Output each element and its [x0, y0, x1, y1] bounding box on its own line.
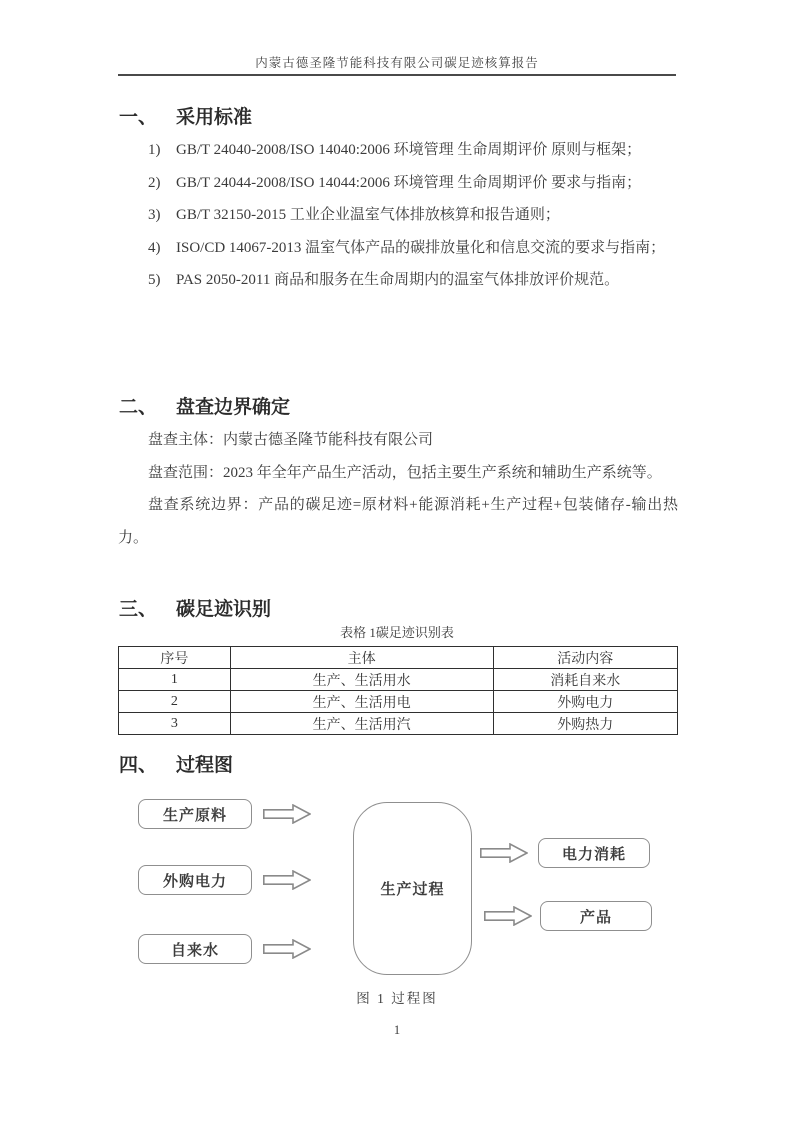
section-title: 采用标准	[176, 107, 253, 128]
section-title: 碳足迹识别	[176, 599, 272, 620]
list-item	[118, 232, 678, 265]
flow-arrow-icon	[480, 843, 528, 863]
flow-arrow-icon	[484, 906, 532, 926]
paragraph-scope: 盘查范围：2023 年全年产品生产活动，包括主要生产系统和辅助生产系统等。	[148, 464, 662, 481]
cell-subject: 生产、生活用汽	[230, 713, 493, 735]
diagram-box-electricity-consumption: 电力消耗	[538, 838, 650, 868]
section-heading-boundary	[119, 392, 290, 419]
table-row	[119, 669, 678, 691]
process-flow-diagram	[118, 794, 678, 984]
col-header-activity: 活动内容	[493, 647, 677, 669]
list-item-number: 5)	[148, 272, 161, 288]
col-header-index: 序号	[119, 647, 231, 669]
boundary-paragraphs	[118, 424, 678, 554]
diagram-box-tap-water: 自来水	[138, 934, 252, 964]
section-number: 四、	[119, 755, 158, 776]
table-row	[119, 713, 678, 735]
diagram-box-product: 产品	[540, 901, 652, 931]
footprint-table	[118, 646, 678, 735]
list-item	[118, 167, 678, 200]
cell-index: 1	[119, 669, 231, 691]
cell-activity: 外购电力	[493, 691, 677, 713]
cell-subject: 生产、生活用电	[230, 691, 493, 713]
table-row	[119, 691, 678, 713]
running-header: 内蒙古德圣隆节能科技有限公司碳足迹核算报告	[255, 56, 539, 70]
list-item-text: PAS 2050-2011 商品和服务在生命周期内的温室气体排放评价规范。	[176, 272, 620, 288]
page-number: 1	[393, 1023, 401, 1037]
section-heading-standards	[119, 102, 252, 129]
table-caption: 表格 1碳足迹识别表	[340, 625, 454, 640]
list-item-number: 1)	[148, 142, 161, 158]
table-header-row	[119, 647, 678, 669]
standards-list	[118, 134, 678, 297]
diagram-box-production-process: 生产过程	[353, 802, 472, 975]
section-number: 一、	[119, 107, 158, 128]
section-heading-identification	[119, 594, 271, 621]
list-item-number: 3)	[148, 207, 161, 223]
list-item	[118, 134, 678, 167]
col-header-subject: 主体	[230, 647, 493, 669]
list-item-text: ISO/CD 14067-2013 温室气体产品的碳排放量化和信息交流的要求与指南；	[176, 239, 666, 256]
header-rule	[118, 74, 676, 76]
diagram-box-raw-materials: 生产原料	[138, 799, 252, 829]
paragraph-subject: 盘查主体：内蒙古德圣隆节能科技有限公司	[148, 432, 434, 448]
section-number: 二、	[119, 397, 158, 418]
list-item-text: GB/T 32150-2015 工业企业温室气体排放核算和报告通则；	[176, 207, 560, 223]
list-item-number: 2)	[148, 174, 161, 191]
section-number: 三、	[119, 599, 158, 620]
list-item-text: GB/T 24044-2008/ISO 14044:2006 环境管理 生命周期评价 要求与指南；	[176, 174, 642, 191]
list-item-text: GB/T 24040-2008/ISO 14040:2006 环境管理 生命周期评价 原则与框架；	[176, 142, 642, 158]
flow-arrow-icon	[263, 804, 311, 824]
cell-subject: 生产、生活用水	[230, 669, 493, 691]
list-item	[118, 264, 678, 297]
list-item	[118, 199, 678, 232]
cell-activity: 外购热力	[493, 713, 677, 735]
cell-index: 3	[119, 713, 231, 735]
cell-activity: 消耗自来水	[493, 669, 677, 691]
paragraph-system: 盘查系统边界：产品的碳足迹=原材料+能源消耗+生产过程+包装储存-输出热力。	[118, 497, 678, 546]
flow-arrow-icon	[263, 870, 311, 890]
cell-index: 2	[119, 691, 231, 713]
section-title: 过程图	[176, 755, 234, 776]
figure-caption: 图 1 过程图	[356, 991, 438, 1006]
list-item-number: 4)	[148, 239, 161, 256]
flow-arrow-icon	[263, 939, 311, 959]
section-heading-process-diagram	[119, 750, 233, 777]
diagram-box-purchased-electricity: 外购电力	[138, 865, 252, 895]
section-title: 盘查边界确定	[176, 397, 291, 418]
